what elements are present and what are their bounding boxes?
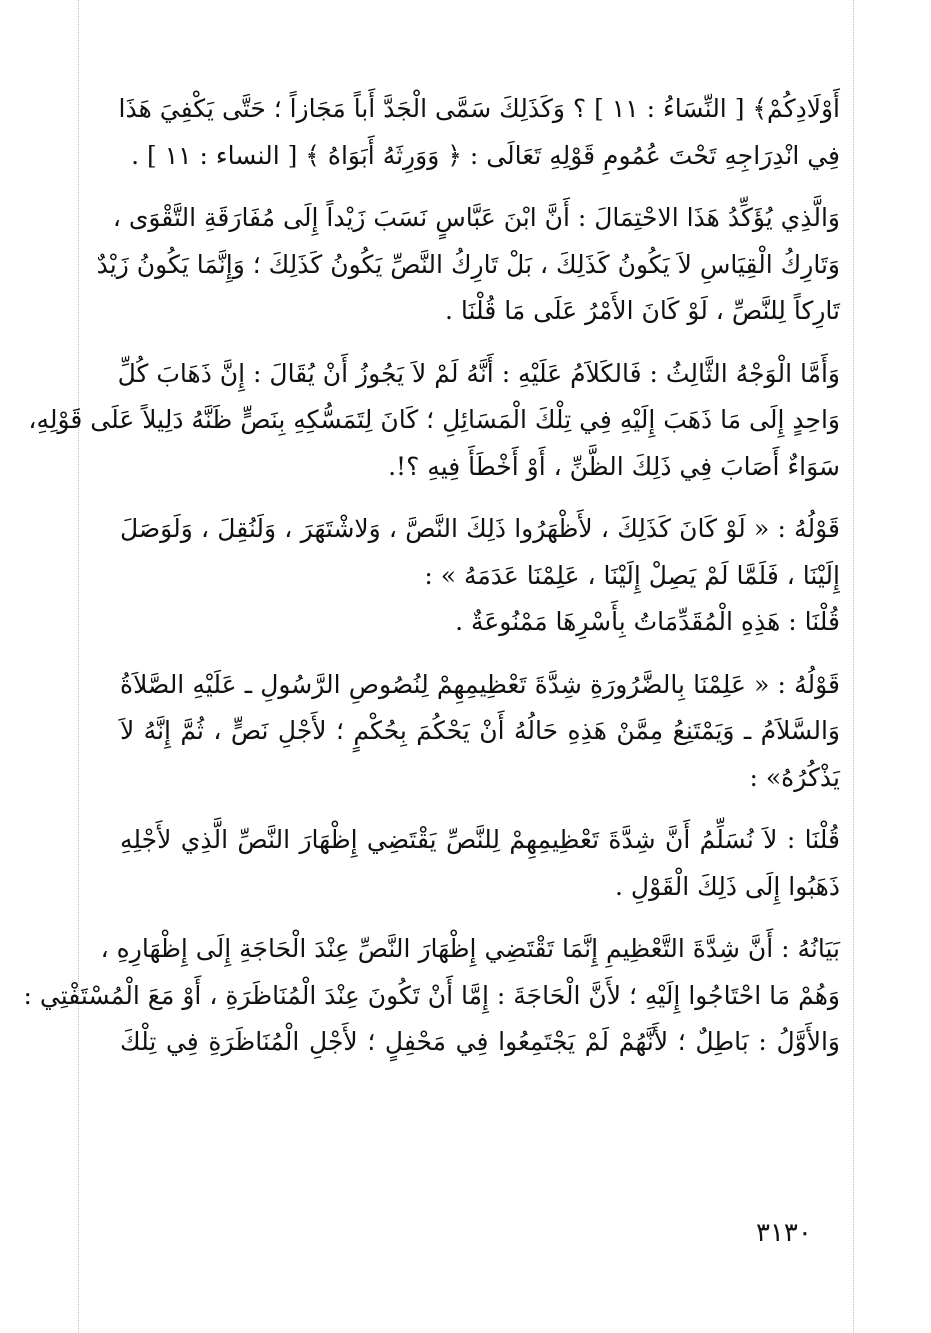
text-line: أَوْلَادِكُمْ﴾ [ النِّسَاءُ : ١١ ] ؟ وَكَذَلِكَ سَمَّى الْجَدَّ أَباً مَجَازاً ؛ حَتَّى يَكْفِيَ هَذَا (118, 94, 840, 123)
body-text (23, 86, 840, 1066)
text-line: ذَهَبُوا إِلَى ذَلِكَ الْقَوْلِ . (615, 871, 840, 901)
left-margin-guide (78, 0, 79, 1333)
text-line: فِي انْدِرَاجِهِ تَحْتَ عُمُومِ قَوْلِهِ تَعَالَى : ﴿ وَوَرِثَهُ أَبَوَاهُ ﴾ [ النساء : ١١ ] . (131, 140, 840, 170)
text-line: قُلْنَا : لاَ نُسَلِّمُ أَنَّ شِدَّةَ تَعْظِيمِهِمْ لِلنَّصِّ يَقْتَضِي إِظْهَارَ النَّصِّ الَّذِي لأَجْلِهِ (120, 825, 840, 854)
paragraph-1 (120, 86, 840, 179)
paragraph-8 (23, 926, 840, 1019)
right-margin-guide (853, 0, 854, 1333)
text-line: إِلَيْنَا ، فَلَمَّا لَمْ يَصِلْ إِلَيْنَا ، عَلِمْنَا عَدَمَهُ » : (424, 560, 840, 590)
paragraph-5 (120, 599, 840, 646)
text-line: وَتَارِكُ الْقِيَاسِ لاَ يَكُونُ كَذَلِكَ ، بَلْ تَارِكُ النَّصِّ يَكُونُ كَذَلِكَ ؛ وَإِنَّمَا يَكُونُ زَيْدٌ (96, 249, 840, 279)
page-number: ٣١٣٠ (756, 1218, 812, 1248)
text-line: قُلْنَا : هَذِهِ الْمُقَدِّمَاتُ بِأَسْرِهَا مَمْنُوعَةٌ . (455, 607, 840, 636)
paragraph-4 (120, 506, 840, 599)
text-line: سَوَاءٌ أَصَابَ فِي ذَلِكَ الظَّنِّ ، أَوْ أَخْطَأَ فِيهِ ؟!. (388, 451, 840, 481)
text-line: وَالسَّلاَمُ ـ وَيَمْتَنِعُ مِمَّنْ هَذِهِ حَالُهُ أَنْ يَحْكُمَ بِحُكْمٍ ؛ لأَجْلِ نَصٍّ ، ثُمَّ إِنَّهُ لاَ (120, 716, 840, 745)
text-line: وَالَّذِي يُؤَكِّدُ هَذَا الاحْتِمَالَ : أَنَّ ابْنَ عَبَّاسٍ نَسَبَ زَيْداً إِلَى مُفَارَقَةِ التَّقْوَى ، (112, 203, 840, 232)
text-line: قَوْلُهُ : « عَلِمْنَا بِالضَّرُورَةِ شِدَّةَ تَعْظِيمِهِمْ لِنُصُوصِ الرَّسُولِ ـ عَلَيْهِ الصَّلاَةُ (120, 669, 840, 699)
text-line: يَذْكُرُهُ» : (749, 762, 840, 792)
paragraph-6 (120, 662, 840, 802)
text-line: وَالأَوَّلُ : بَاطِلٌ ؛ لأَنَّهُمْ لَمْ يَجْتَمِعُوا فِي مَحْفِلٍ ؛ لأَجْلِ الْمُنَاظَرَةِ فِي تِلْكَ (120, 1027, 840, 1056)
text-line: وَهُمْ مَا احْتَاجُوا إِلَيْهِ ؛ لأَنَّ الْحَاجَةَ : إِمَّا أَنْ تَكُونَ عِنْدَ الْمُنَاظَرَةِ ، أَوْ مَعَ الْمُسْتَفْتِي : (23, 980, 840, 1010)
text-line: وَاحِدٍ إِلَى مَا ذَهَبَ إِلَيْهِ فِي تِلْكَ الْمَسَائِلِ ؛ كَانَ لِتَمَسُّكِهِ بِنَصٍّ ظَنَّهُ دَلِيلاً عَلَى قَوْلِهِ، (28, 405, 840, 434)
paragraph-9 (120, 1019, 840, 1066)
paragraph-3 (28, 351, 840, 491)
text-line: وَأَمَّا الْوَجْهُ الثَّالِثُ : فَالكَلاَمُ عَلَيْهِ : أَنَّهُ لَمْ لاَ يَجُوزُ أَنْ يُقَالَ : إِنَّ ذَهَابَ كُلِّ (117, 358, 840, 388)
text-line: بَيَانُهُ : أَنَّ شِدَّةَ التَّعْظِيمِ إِنَّمَا تَقْتَضِي إِظْهَارَ النَّصِّ عِنْدَ الْحَاجَةِ إِلَى إِظْهَارِهِ ، (100, 934, 840, 963)
text-line: قَوْلُهُ : « لَوْ كَانَ كَذَلِكَ ، لأَظْهَرُوا ذَلِكَ النَّصَّ ، وَلاشْتَهَرَ ، وَلَنُقِلَ ، وَلَوَصَلَ (120, 514, 840, 543)
paragraph-7 (120, 817, 840, 910)
paragraph-2 (96, 195, 840, 335)
text-line: تَارِكاً لِلنَّصِّ ، لَوْ كَانَ الأَمْرُ عَلَى مَا قُلْنَا . (445, 296, 840, 325)
